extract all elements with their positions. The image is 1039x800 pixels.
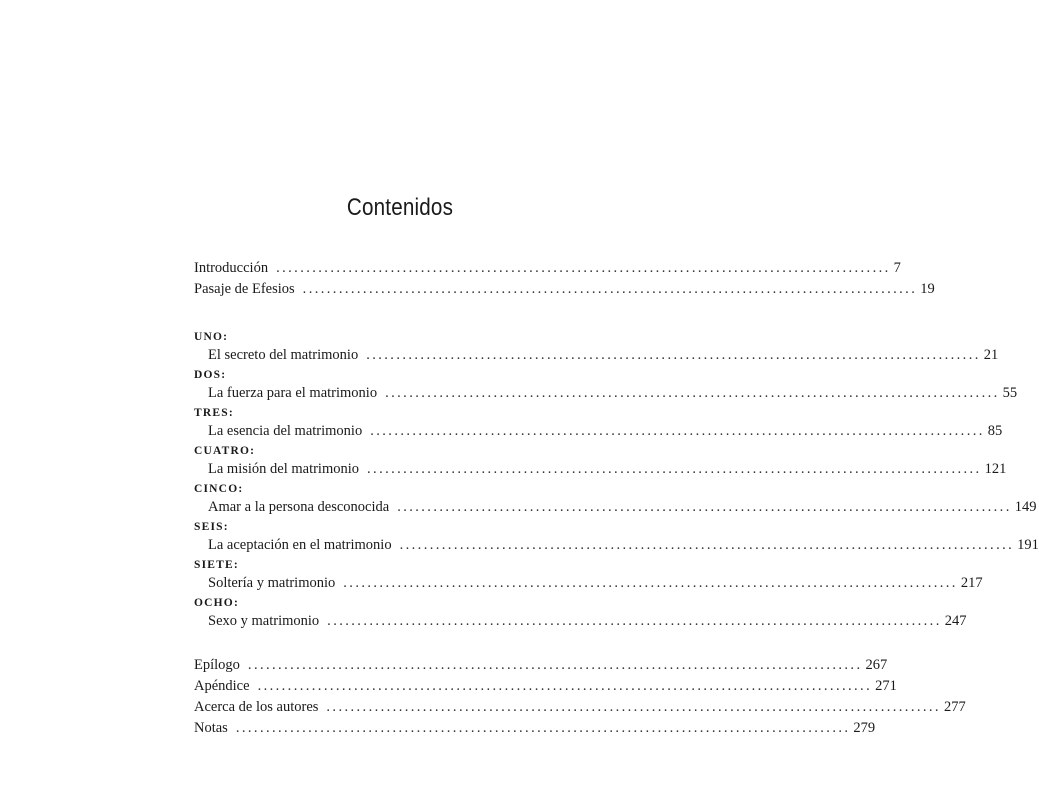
dot-leader: ...................................................................................................... xyxy=(399,537,1015,553)
chapter-page: 121 xyxy=(984,461,1007,477)
dot-leader: ...................................................................................................... xyxy=(343,575,958,591)
dot-leader: ...................................................................................................... xyxy=(302,281,918,297)
chapter-2 xyxy=(194,368,1018,404)
toc-entry-epilogo xyxy=(194,655,888,676)
toc-entry-notas xyxy=(194,718,876,739)
toc-entry-pasaje xyxy=(194,279,935,300)
dot-leader: ...................................................................................................... xyxy=(385,385,1000,401)
chapter-entry xyxy=(194,383,1018,404)
dot-leader: ...................................................................................................... xyxy=(257,678,873,694)
page-title: Contenidos xyxy=(346,194,454,221)
toc-entry-page: 19 xyxy=(920,281,935,297)
toc-entry-label: Epílogo xyxy=(194,657,240,673)
chapter-title: La esencia del matrimonio xyxy=(208,423,363,439)
chapter-entry xyxy=(194,573,983,594)
dot-leader: ...................................................................................................... xyxy=(327,613,942,629)
toc-entry-label: Notas xyxy=(194,720,228,736)
chapter-entry xyxy=(194,459,1007,480)
toc-entry-label: Acerca de los autores xyxy=(194,699,319,715)
toc-entry-page: 277 xyxy=(943,699,966,715)
chapter-4 xyxy=(194,444,1007,480)
toc-entry-page: 267 xyxy=(865,657,888,673)
chapter-title: La fuerza para el matrimonio xyxy=(208,385,378,401)
chapter-title: Sexo y matrimonio xyxy=(208,613,320,629)
chapter-8 xyxy=(194,596,967,632)
chapter-3 xyxy=(194,406,1003,442)
chapter-title: Soltería y matrimonio xyxy=(208,575,336,591)
dot-leader: ...................................................................................................... xyxy=(235,720,851,736)
dot-leader: ...................................................................................................... xyxy=(276,260,891,276)
chapter-number: SEIS: xyxy=(194,521,229,533)
toc-entry-page: 7 xyxy=(893,260,901,276)
chapter-page: 217 xyxy=(960,575,983,591)
chapter-page: 191 xyxy=(1017,537,1039,553)
chapter-title: Amar a la persona desconocida xyxy=(208,499,390,515)
chapter-page: 55 xyxy=(1002,385,1018,401)
chapter-title: La misión del matrimonio xyxy=(208,461,360,477)
table-of-contents xyxy=(194,258,1039,739)
chapter-6 xyxy=(194,520,1039,556)
toc-entry-introduccion xyxy=(194,258,901,279)
chapter-page: 247 xyxy=(944,613,967,629)
chapter-entry xyxy=(194,611,967,632)
chapter-entry xyxy=(194,535,1039,556)
chapter-number: UNO: xyxy=(194,331,229,343)
chapter-page: 85 xyxy=(987,423,1003,439)
dot-leader: ...................................................................................................... xyxy=(366,347,981,363)
spacer xyxy=(194,632,599,655)
chapter-entry xyxy=(194,421,1003,442)
chapter-5 xyxy=(194,482,1037,518)
dot-leader: ...................................................................................................... xyxy=(367,461,982,477)
spacer xyxy=(194,300,599,328)
chapter-number: CUATRO: xyxy=(194,445,256,457)
chapter-page: 21 xyxy=(983,347,999,363)
dot-leader: ...................................................................................................... xyxy=(370,423,985,439)
toc-entry-apendice xyxy=(194,676,897,697)
chapter-number: OCHO: xyxy=(194,597,239,609)
dot-leader: ...................................................................................................... xyxy=(247,657,863,673)
toc-entry-autores xyxy=(194,697,966,718)
toc-entry-page: 271 xyxy=(875,678,897,694)
toc-entry-label: Apéndice xyxy=(194,678,250,694)
chapter-1 xyxy=(194,330,999,366)
toc-entry-page: 279 xyxy=(853,720,876,736)
chapter-page: 149 xyxy=(1014,499,1037,515)
chapter-number: DOS: xyxy=(194,369,227,381)
chapter-number: SIETE: xyxy=(194,559,239,571)
toc-entry-label: Introducción xyxy=(194,260,269,276)
toc-entry-label: Pasaje de Efesios xyxy=(194,281,295,297)
dot-leader: ...................................................................................................... xyxy=(397,499,1012,515)
chapter-title: El secreto del matrimonio xyxy=(208,347,359,363)
chapter-number: TRES: xyxy=(194,407,234,419)
chapter-7 xyxy=(194,558,983,594)
chapter-number: CINCO: xyxy=(194,483,244,495)
dot-leader: ...................................................................................................... xyxy=(326,699,941,715)
chapter-entry xyxy=(194,497,1037,518)
chapter-entry xyxy=(194,345,999,366)
chapter-title: La aceptación en el matrimonio xyxy=(208,537,392,553)
